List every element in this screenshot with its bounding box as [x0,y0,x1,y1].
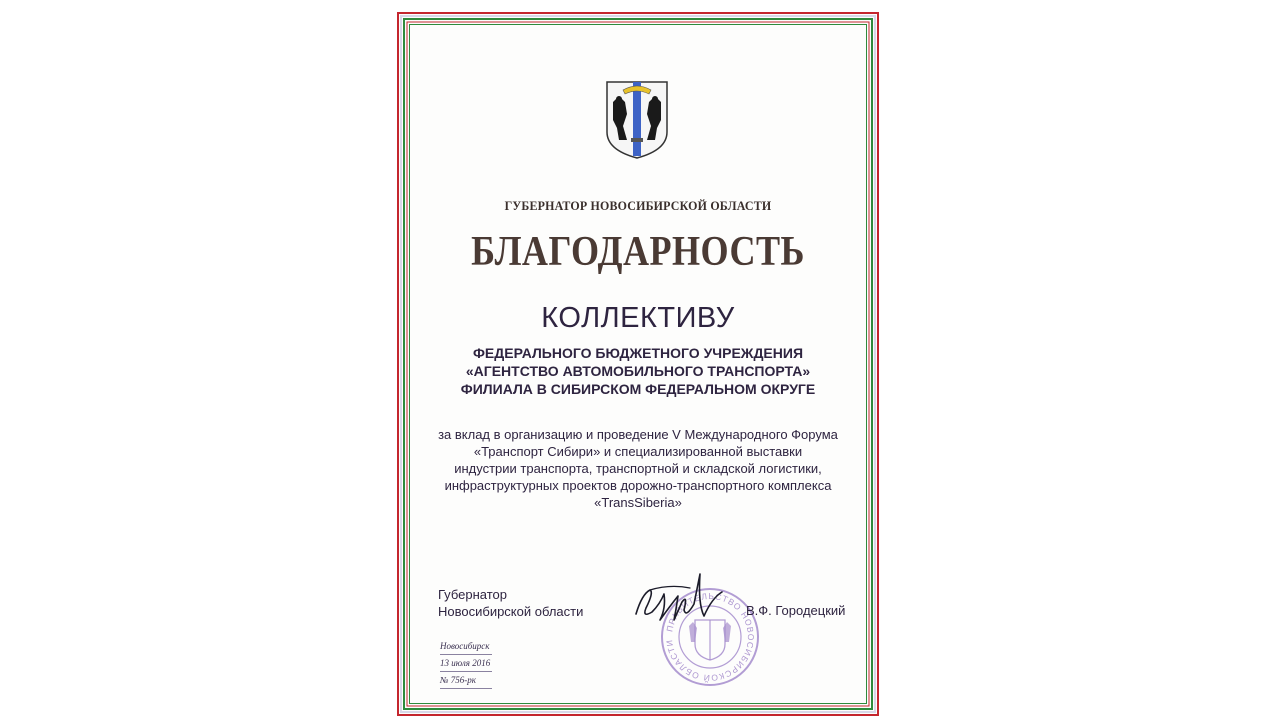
award-reason [397,426,879,511]
signer-title-line: Новосибирской области [438,604,584,619]
reason-line: «TransSiberia» [594,495,682,510]
coat-of-arms-icon [605,80,669,160]
signer-title [438,586,583,620]
certificate-title: БЛАГОДАРНОСТЬ [471,229,805,275]
organization-name [397,344,879,398]
issue-date: 13 июля 2016 [440,655,492,672]
organization-line: ФИЛИАЛА В СИБИРСКОМ ФЕДЕРАЛЬНОМ ОКРУГЕ [460,381,816,397]
issue-city: Новосибирск [440,638,492,655]
reason-line: индустрии транспорта, транспортной и складской логистики, [454,461,822,476]
reason-line: инфраструктурных проектов дорожно-транспортного комплекса [444,478,832,493]
organization-line: «АГЕНТСТВО АВТОМОБИЛЬНОГО ТРАНСПОРТА» [465,363,811,379]
organization-line: ФЕДЕРАЛЬНОГО БЮДЖЕТНОГО УЧРЕЖДЕНИЯ [472,345,804,361]
stamp-text: ПРАВИТЕЛЬСТВО НОВОСИБИРСКОЙ ОБЛАСТИ [663,590,757,684]
governor-header: ГУБЕРНАТОР НОВОСИБИРСКОЙ ОБЛАСТИ [504,198,772,213]
signer-name: В.Ф. Городецкий [746,603,846,618]
signer-title-line: Губернатор [438,587,507,602]
recipient-heading: КОЛЛЕКТИВУ [541,302,735,334]
issue-details [440,638,492,689]
reason-line: «Транспорт Сибири» и специализированной выставки [473,444,803,459]
issue-number: № 756-рк [440,672,492,689]
certificate [397,12,879,716]
signature-icon [630,564,750,634]
reason-line: за вклад в организацию и проведение V Международного Форума [438,427,838,442]
